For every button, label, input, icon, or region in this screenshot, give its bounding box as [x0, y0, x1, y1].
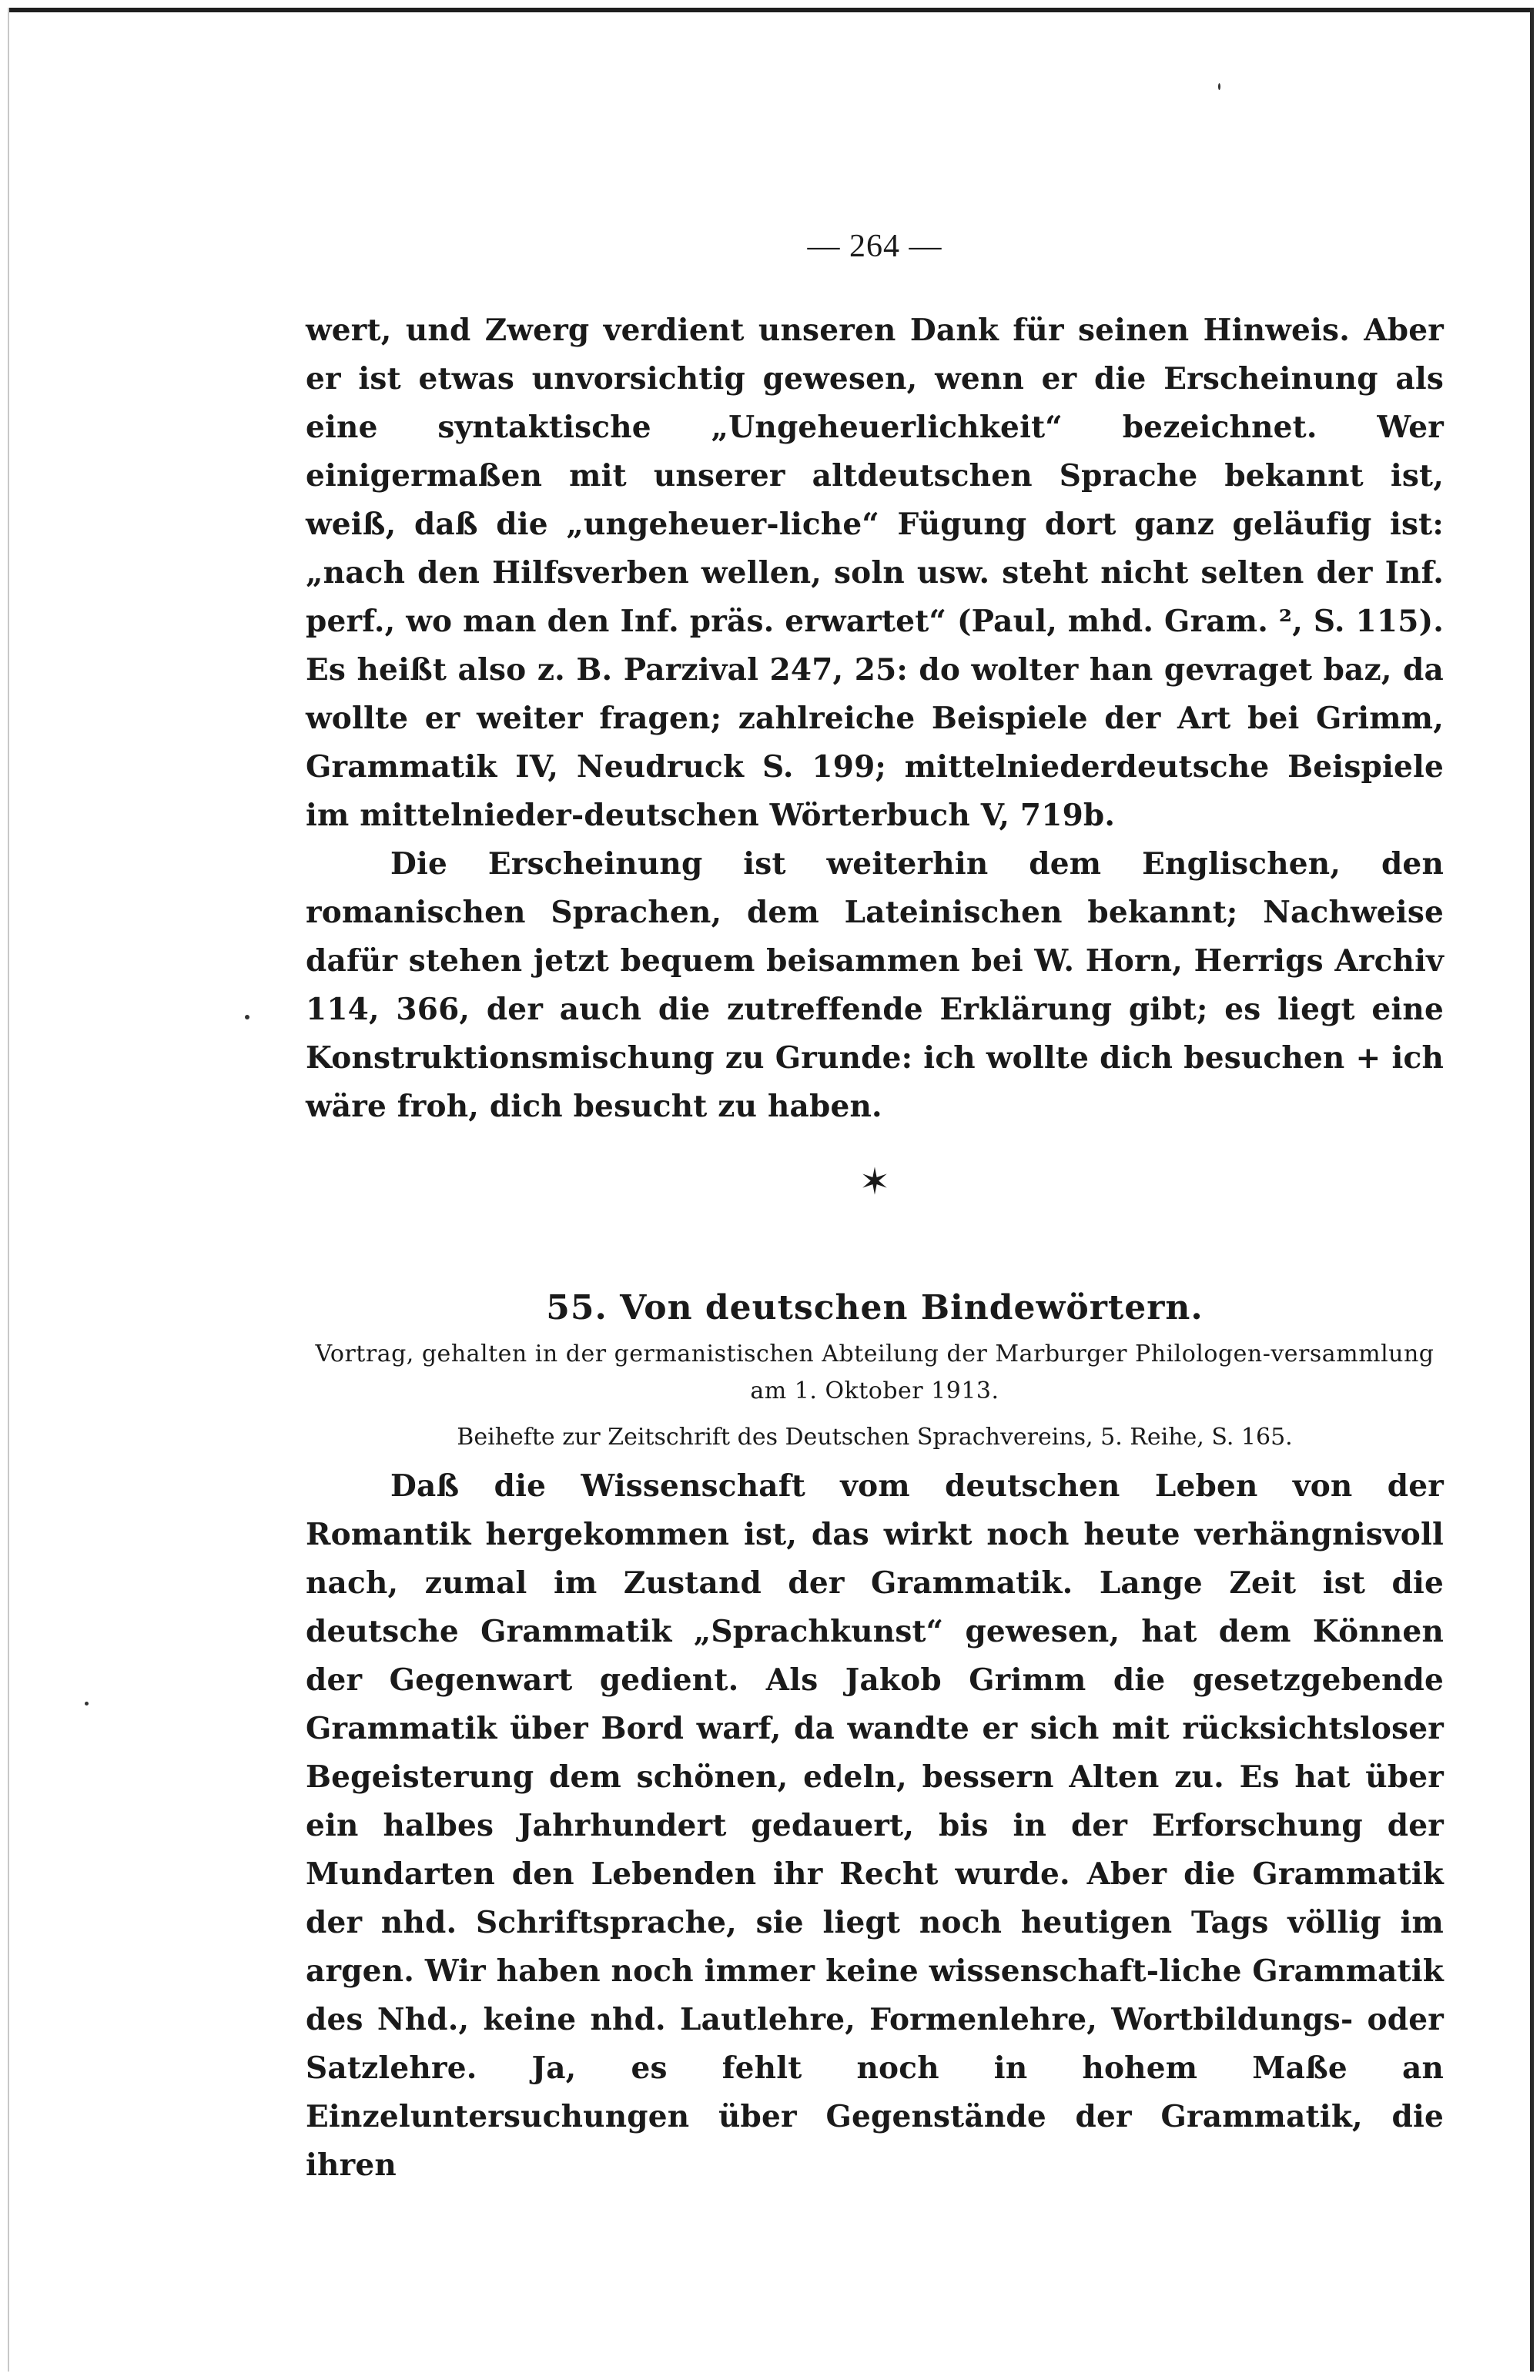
- text-column: [306, 223, 1444, 2190]
- section-title: 55. Von deutschen Bindewörtern.: [546, 1288, 1204, 1327]
- scan-speck: [245, 1015, 249, 1019]
- section-body-paragraph: Daß die Wissenschaft vom deutschen Leben von der Romantik hergekommen ist, das wirkt noch heute verhängnisvoll nach, zumal im Zustand der Grammatik. Lange Zeit ist die deutsche Grammatik „Sprachkunst“ gewesen, hat dem Können der Gegenwart gedient. Als Jakob Grimm die gesetzgebende Grammatik über Bord warf, da wandte er sich mit rücksichtsloser Begeisterung dem schönen, edeln, bessern Alten zu. Es hat über ein halbes Jahrhundert gedauert, bis in der Erforschung der Mundarten den Lebenden ihr Recht wurde. Aber die Grammatik der nhd. Schriftsprache, sie liegt noch heutigen Tags völlig im argen. Wir haben noch immer keine wissenschaft-liche Grammatik des Nhd., keine nhd. Lautlehre, Formenlehre, Wortbildungs- oder Satzlehre. Ja, es fehlt noch in hohem Maße an Einzeluntersuchungen über Gegenstände der Grammatik, die ihren: [306, 1468, 1444, 2183]
- paragraph-continued: wert, und Zwerg verdient unseren Dank für seinen Hinweis. Aber er ist etwas unvorsichtig gewesen, wenn er die Erscheinung als eine syntaktische „Ungeheuerlichkeit“ bezeichnet. Wer einigermaßen mit unserer altdeutschen Sprache bekannt ist, weiß, daß die „ungeheuer-liche“ Fügung dort ganz geläufig ist: „nach den Hilfsverben wellen, soln usw. steht nicht selten der Inf. perf., wo man den Inf. präs. erwartet“ (Paul, mhd. Gram. ², S. 115). Es heißt also z. B. Parzival 247, 25: do wolter han gevraget baz, da wollte er weiter fragen; zahlreiche Beispiele der Art bei Grimm, Grammatik IV, Neudruck S. 199; mittelniederdeutsche Beispiele im mittelnieder-deutschen Wörterbuch V, 719b.: [306, 313, 1444, 833]
- scan-edge-top: [8, 8, 1534, 12]
- page-number: — 264 —: [807, 229, 942, 264]
- scan-edge-left: [8, 8, 9, 2372]
- section-subtitle: Vortrag, gehalten in der germanistischen Abteilung der Marburger Philologen-versammlung am 1. Oktober 1913.: [315, 1341, 1435, 1404]
- scan-speck: [1218, 83, 1220, 90]
- section-source: Beihefte zur Zeitschrift des Deutschen Sprachvereins, 5. Reihe, S. 165.: [457, 1424, 1293, 1451]
- scan-edge-right: [1530, 8, 1534, 2372]
- scan-speck: [85, 1702, 89, 1705]
- star-ornament-icon: ✶: [859, 1160, 891, 1203]
- paragraph: Die Erscheinung ist weiterhin dem Englischen, den romanischen Sprachen, dem Lateinischen bekannt; Nachweise dafür stehen jetzt bequem beisammen bei W. Horn, Herrigs Archiv 114, 366, der auch die zutreffende Erklärung gibt; es liegt eine Konstruktionsmischung zu Grunde: ich wollte dich besuchen + ich wäre froh, dich besucht zu haben.: [306, 846, 1444, 1124]
